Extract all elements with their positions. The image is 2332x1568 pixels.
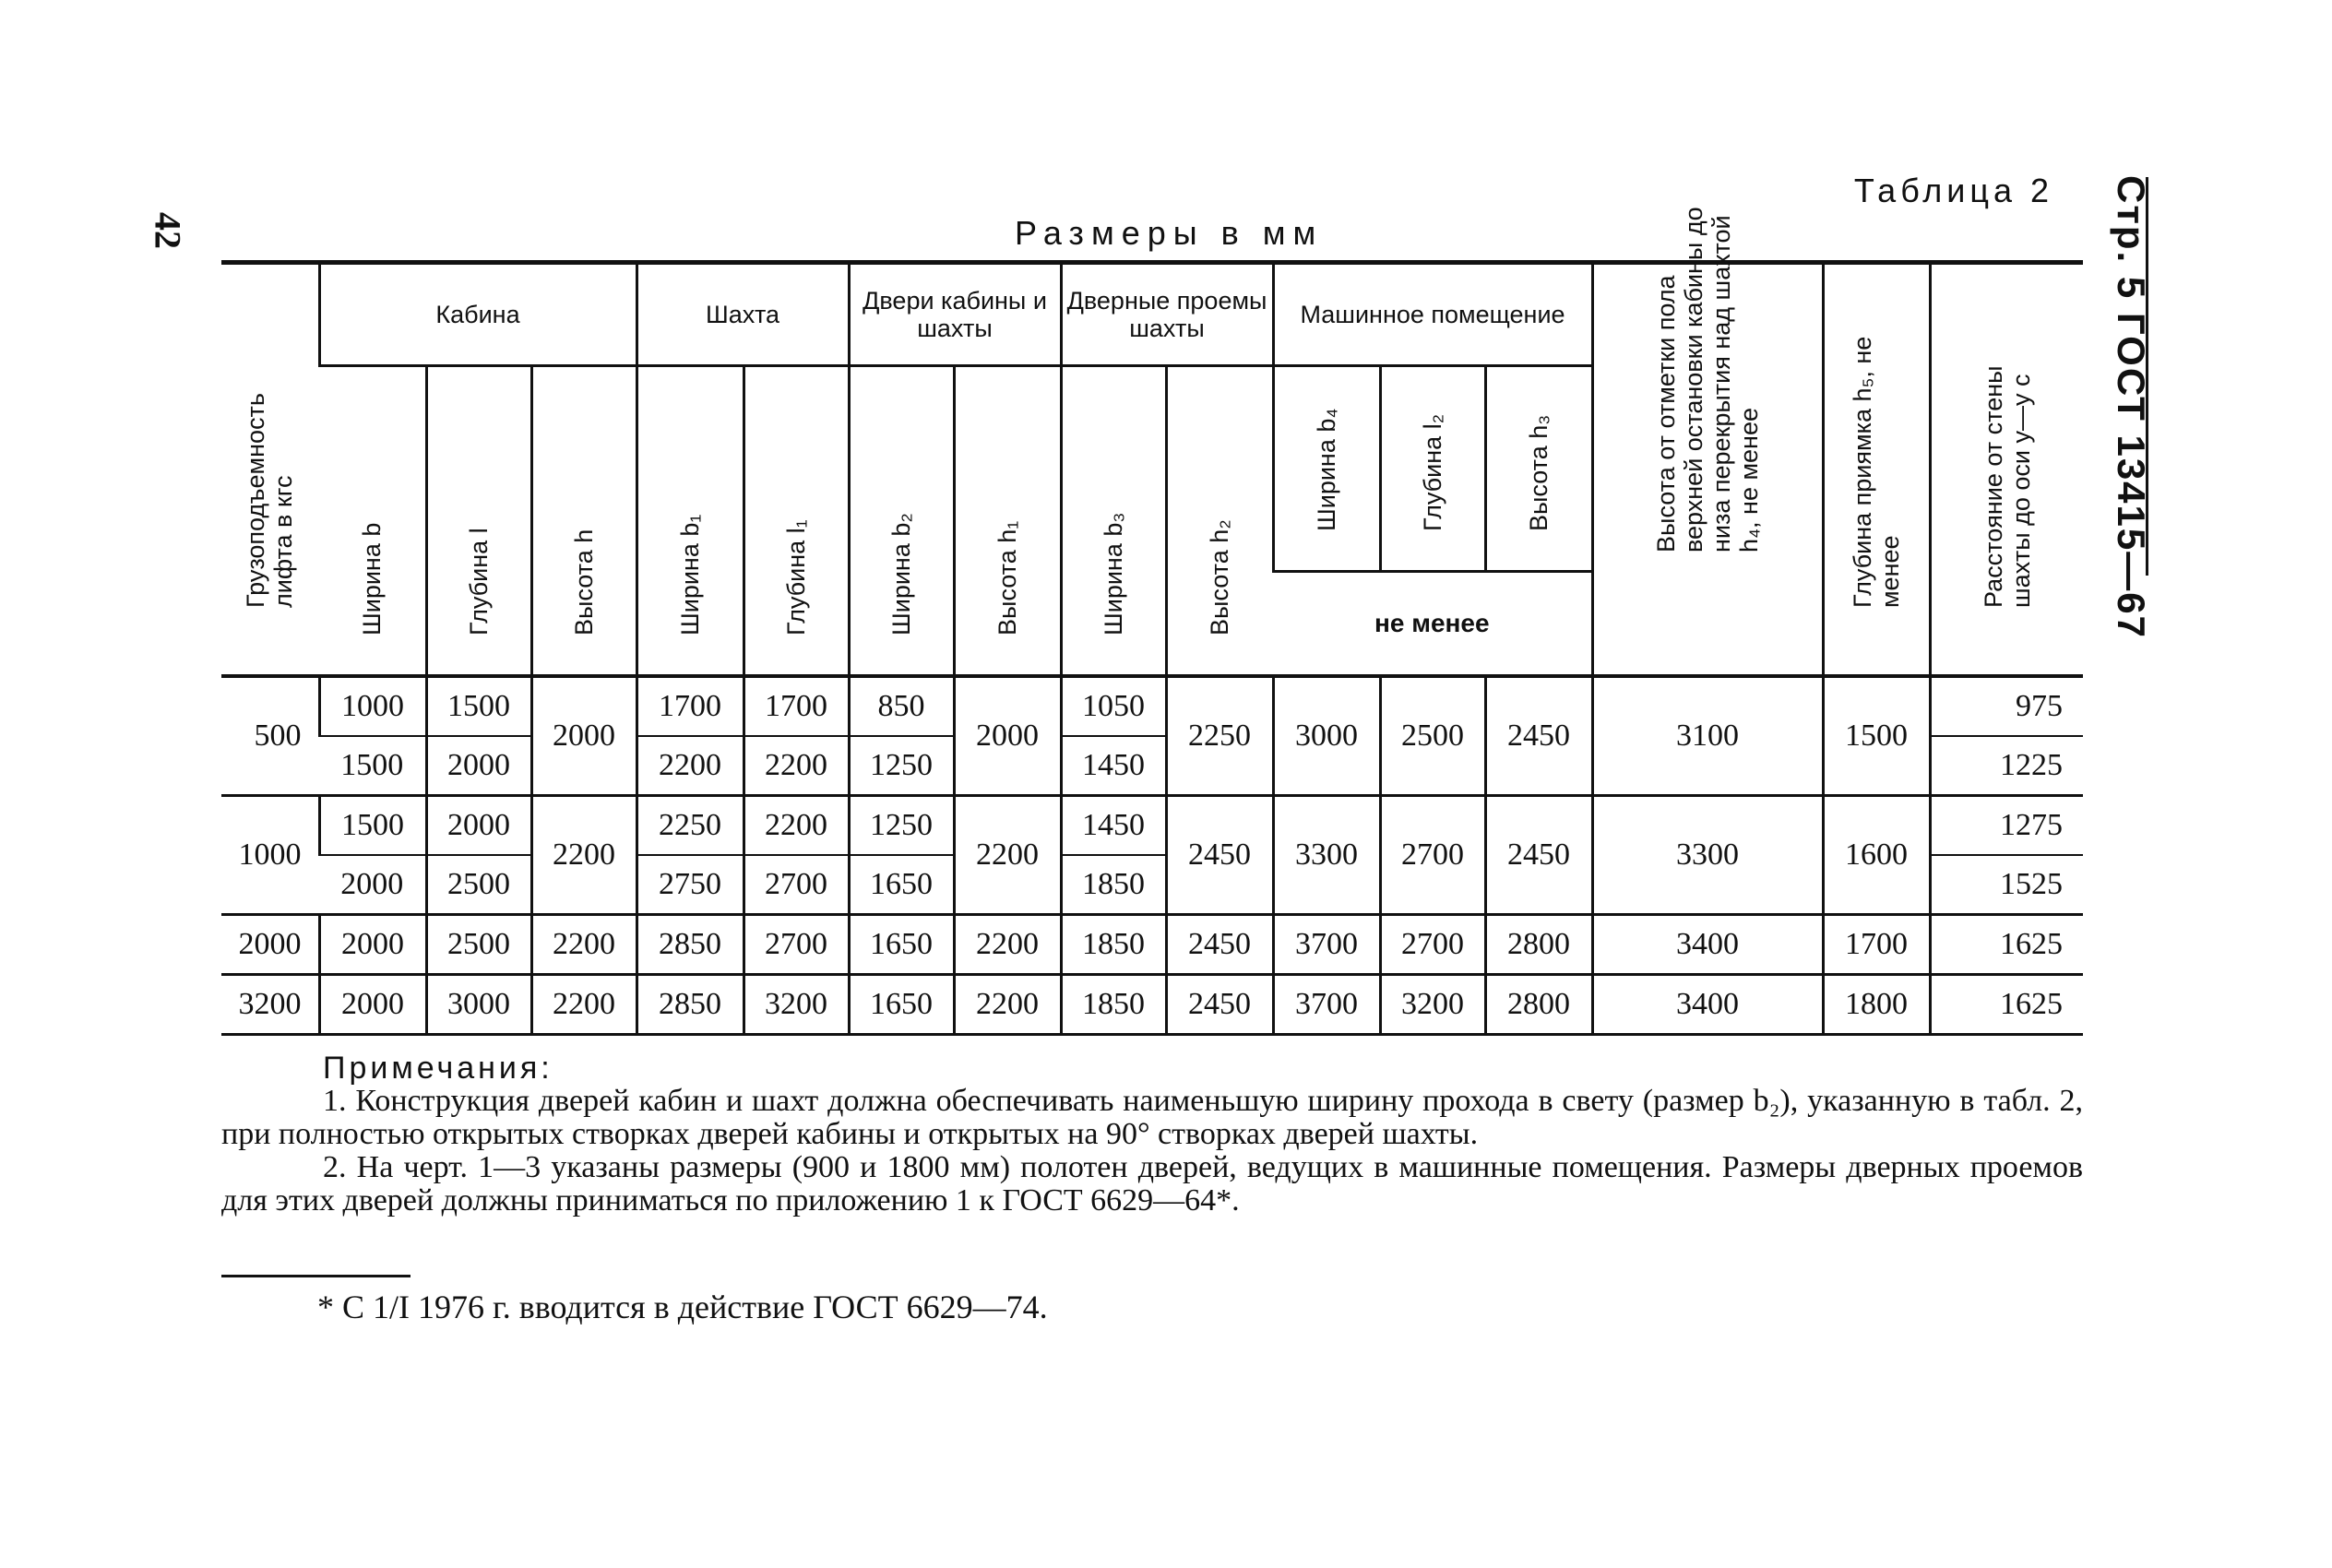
header-cabin-height [531,366,637,677]
cell-shaft-depth: 2700 [744,855,849,915]
header-overhead [1592,207,1823,677]
cell-cabin-depth: 1500 [426,676,531,736]
cell-distance: 1625 [1930,915,2083,975]
header-door-height-text: Высота h₁ [993,520,1022,636]
cell-shaft-width: 2850 [637,915,744,975]
cell-machine-height: 2800 [1485,975,1592,1035]
cell-cabin-height: 2200 [531,915,637,975]
group-openings: Дверные проемы шахты [1061,263,1273,366]
group-shaft: Шахта [637,263,849,366]
cell-cabin-height: 2200 [531,796,637,915]
header-overhead-text: Высота от отметки пола верхней остановки кабины до низа перекрытия над шахтой h₄, не менее [1652,207,1764,552]
cell-door-width: 1650 [849,855,954,915]
header-opening-width [1061,366,1166,677]
cell-shaft-width: 2750 [637,855,744,915]
cell-shaft-width: 1700 [637,676,744,736]
cell-machine-height: 2450 [1485,676,1592,796]
notes-heading: Примечания: [323,1051,553,1086]
cell-distance: 1275 [1930,796,2083,856]
header-machine-depth-text: Глубина l₂ [1419,413,1447,531]
cell-distance: 1525 [1930,855,2083,915]
header-cabin-width [319,366,426,677]
header-opening-height-text: Высота h₂ [1206,519,1234,636]
header-machine-width [1273,366,1380,572]
group-doors: Двери кабины и шахты [849,263,1061,366]
cell-cabin-depth: 2500 [426,915,531,975]
header-shaft-depth-text: Глубина l₁ [782,519,810,636]
footnote: * С 1/I 1976 г. вводится в действие ГОСТ 6629—74. [317,1289,1048,1325]
cell-machine-width: 3700 [1273,975,1380,1035]
page-number: 42 [147,212,189,249]
header-opening-height [1166,366,1273,677]
cell-opening-width: 1450 [1061,736,1166,796]
group-cabin: Кабина [319,263,637,366]
cell-cabin-width: 1500 [319,796,426,856]
cell-machine-depth: 2500 [1380,676,1485,796]
header-cabin-height-text: Высота h [570,529,598,636]
cell-machine-depth: 2700 [1380,915,1485,975]
cell-pit: 1500 [1823,676,1930,796]
header-cabin-depth-text: Глубина l [465,528,493,636]
cell-door-width: 1250 [849,796,954,856]
cell-pit: 1600 [1823,796,1930,915]
cell-pit: 1800 [1823,975,1930,1035]
cell-capacity: 500 [221,676,319,796]
header-shaft-depth [744,366,849,677]
header-cabin-depth [426,366,531,677]
cell-machine-width: 3300 [1273,796,1380,915]
cell-opening-width: 1850 [1061,975,1166,1035]
cell-machine-height: 2450 [1485,796,1592,915]
cell-capacity: 1000 [221,796,319,915]
header-capacity [221,263,319,677]
header-machine-depth [1380,366,1485,572]
cell-opening-height: 2450 [1166,975,1273,1035]
cell-opening-height: 2450 [1166,796,1273,915]
cell-opening-width: 1450 [1061,796,1166,856]
table-row [221,915,2083,975]
cell-shaft-width: 2200 [637,736,744,796]
header-opening-width-text: Ширина b₃ [1100,512,1128,636]
cell-cabin-depth: 2500 [426,855,531,915]
cell-shaft-depth: 1700 [744,676,849,736]
cell-door-height: 2000 [954,676,1061,796]
cell-shaft-depth: 2200 [744,796,849,856]
cell-overhead: 3300 [1592,796,1823,915]
cell-cabin-width: 1500 [319,736,426,796]
header-door-height [954,366,1061,677]
header-shaft-width-text: Ширина b₁ [676,514,704,636]
table-row [221,975,2083,1035]
header-distance [1930,263,2083,677]
cell-shaft-depth: 3200 [744,975,849,1035]
cell-opening-height: 2250 [1166,676,1273,796]
cell-cabin-depth: 3000 [426,975,531,1035]
cell-machine-width: 3700 [1273,915,1380,975]
header-door-width-text: Ширина b₂ [887,513,916,636]
header-shaft-width [637,366,744,677]
cell-cabin-depth: 2000 [426,736,531,796]
header-pit-text: Глубина приямка h₅, не менее [1849,336,1905,608]
cell-cabin-height: 2200 [531,975,637,1035]
cell-opening-width: 1850 [1061,915,1166,975]
group-machine: Машинное помещение [1273,263,1592,366]
cell-door-width: 1250 [849,736,954,796]
notes-section [221,1051,2083,1218]
cell-door-width: 850 [849,676,954,736]
header-machine-height [1485,366,1592,572]
header-machine-min: не менее [1273,572,1592,677]
cell-door-width: 1650 [849,915,954,975]
cell-shaft-width: 2850 [637,975,744,1035]
cell-door-height: 2200 [954,975,1061,1035]
cell-cabin-height: 2000 [531,676,637,796]
cell-overhead: 3400 [1592,975,1823,1035]
cell-opening-width: 1850 [1061,855,1166,915]
cell-machine-depth: 2700 [1380,796,1485,915]
cell-opening-width: 1050 [1061,676,1166,736]
cell-shaft-depth: 2700 [744,915,849,975]
cell-machine-depth: 3200 [1380,975,1485,1035]
table-row [221,796,2083,856]
units-label: Размеры в мм [1015,214,1324,252]
cell-capacity: 3200 [221,975,319,1035]
cell-shaft-width: 2250 [637,796,744,856]
cell-cabin-width: 2000 [319,975,426,1035]
cell-cabin-depth: 2000 [426,796,531,856]
cell-shaft-depth: 2200 [744,736,849,796]
cell-door-width: 1650 [849,975,954,1035]
cell-cabin-width: 1000 [319,676,426,736]
cell-door-height: 2200 [954,796,1061,915]
cell-pit: 1700 [1823,915,1930,975]
cell-overhead: 3400 [1592,915,1823,975]
header-machine-width-text: Ширина b₄ [1313,408,1341,531]
header-cabin-width-text: Ширина b [358,522,387,636]
cell-machine-height: 2800 [1485,915,1592,975]
header-distance-text: Расстояние от стены шахты до оси у—у с [1979,365,2035,608]
header-door-width [849,366,954,677]
cell-distance: 1625 [1930,975,2083,1035]
cell-distance: 1225 [1930,736,2083,796]
note-1: 1. Конструкция дверей кабин и шахт должна обеспечивать наименьшую ширину прохода в свету (размер b₂), указанную в табл. 2, при полностью открытых створках дверей кабины и открытых на 90° створках дверей шахты. [221,1084,2083,1151]
table-label: Таблица 2 [1853,172,2053,209]
cell-door-height: 2200 [954,915,1061,975]
cell-machine-width: 3000 [1273,676,1380,796]
cell-distance: 975 [1930,676,2083,736]
cell-opening-height: 2450 [1166,915,1273,975]
table-row [221,676,2083,736]
cell-cabin-width: 2000 [319,915,426,975]
footnote-divider [221,1275,410,1277]
note-2: 2. На черт. 1—3 указаны размеры (900 и 1800 мм) полотен дверей, ведущих в машинные помещения. Размеры дверных проемов для этих дверей должны приниматься по приложению 1 к ГОСТ 6629—64*. [221,1150,2083,1218]
header-capacity-text: Грузоподъемность лифта в кгс [242,393,298,608]
cell-capacity: 2000 [221,915,319,975]
side-header: Стр. 5 ГОСТ 13415—67 [2110,175,2153,639]
cell-cabin-width: 2000 [319,855,426,915]
header-pit [1823,263,1930,677]
cell-overhead: 3100 [1592,676,1823,796]
header-machine-height-text: Высота h₃ [1525,414,1553,531]
